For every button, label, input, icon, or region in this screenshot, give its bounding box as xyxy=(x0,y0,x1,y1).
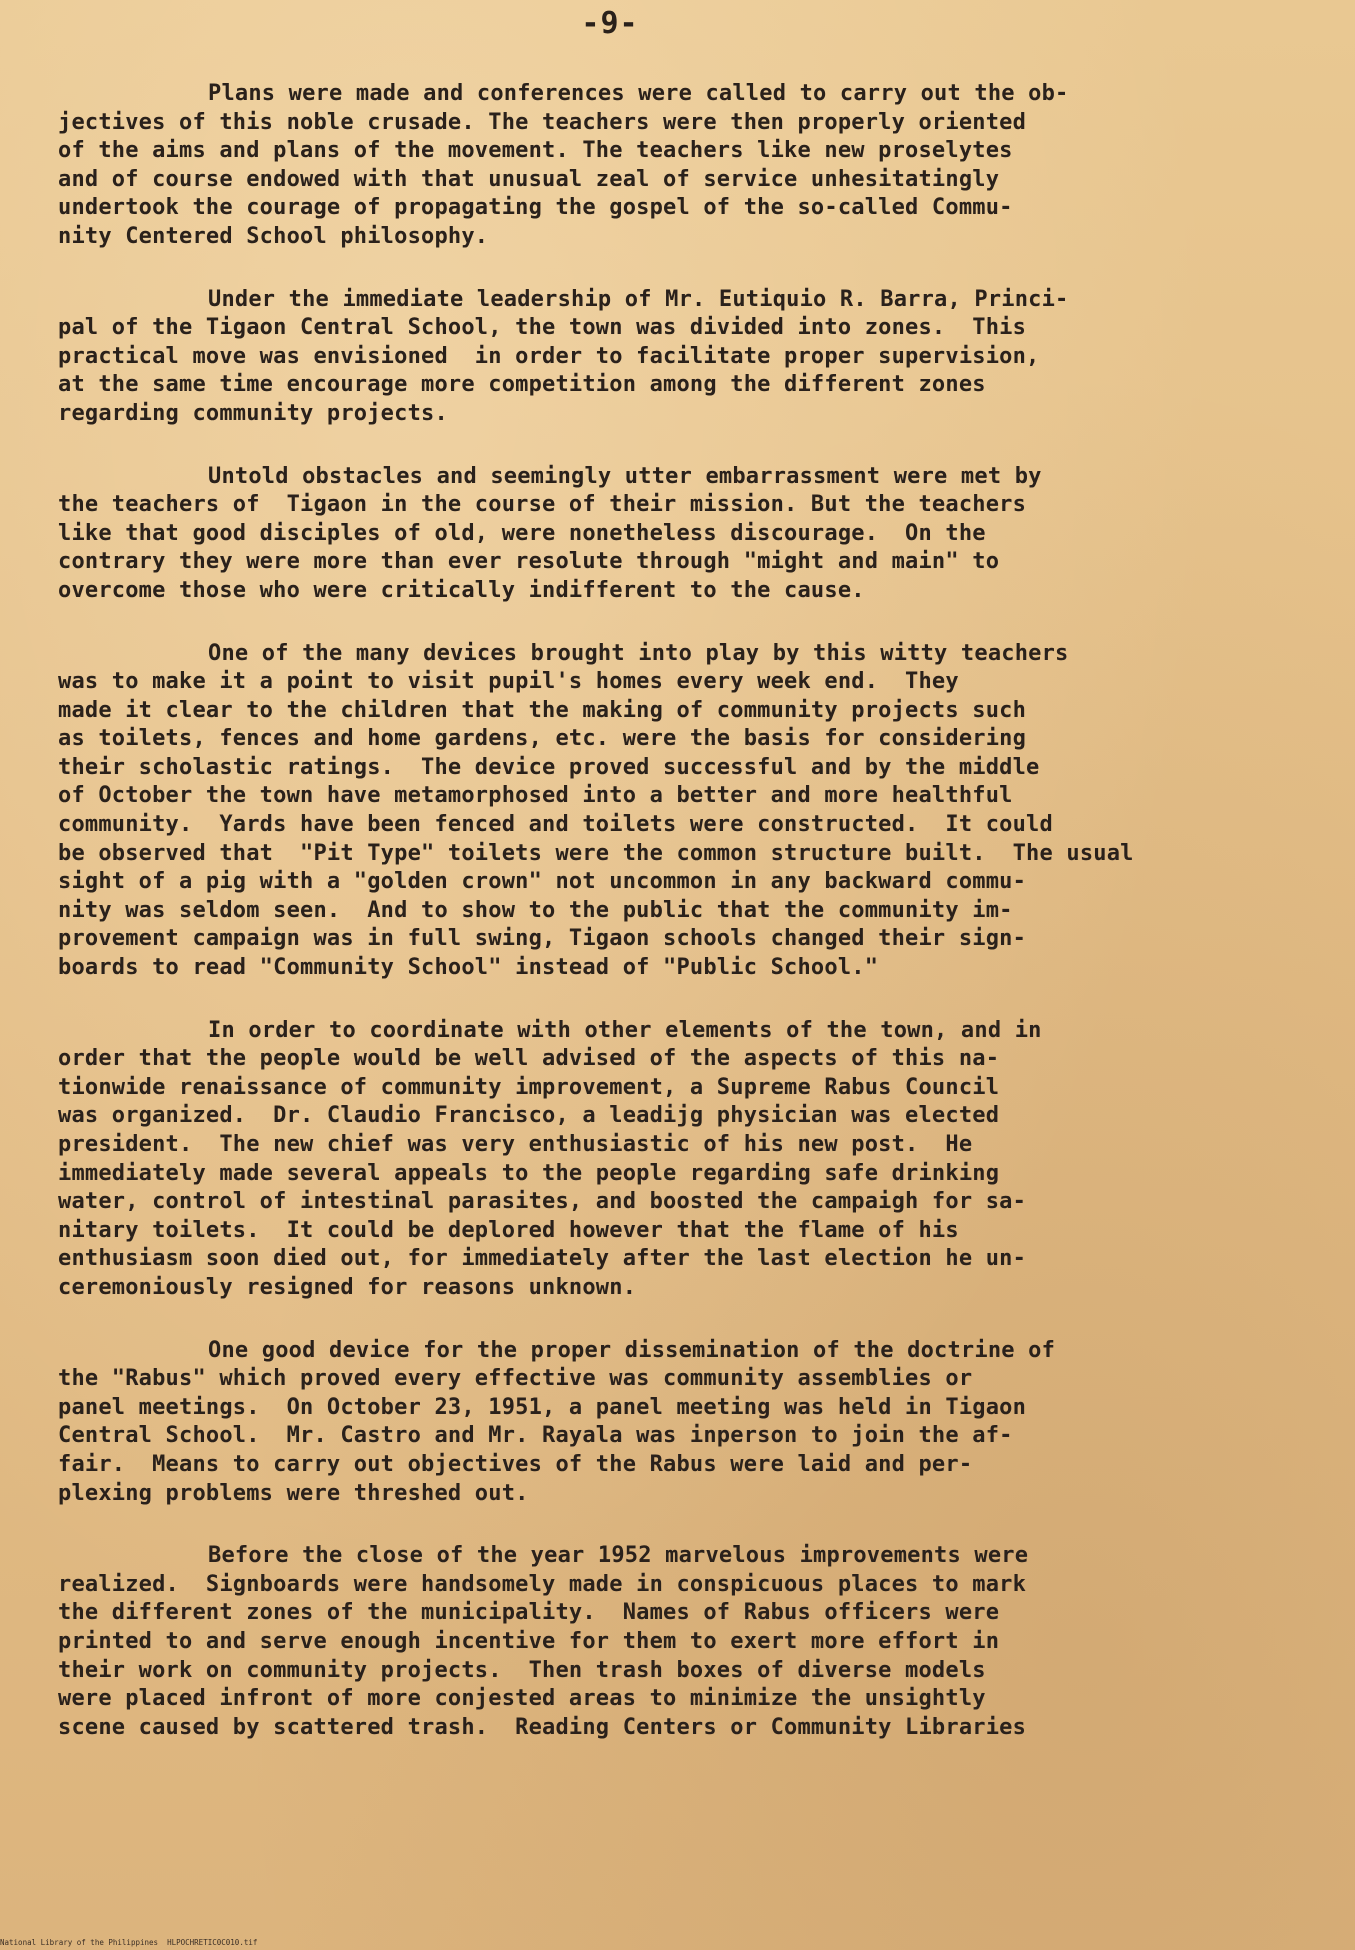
paragraph-line: fair. Means to carry out objectives of the Rabus were laid and per- xyxy=(58,1451,973,1477)
paragraph-line: provement campaign was in full swing, Tigaon schools changed their sign- xyxy=(58,926,1027,952)
paragraph-line: jectives of this noble crusade. The teachers were then properly oriented xyxy=(58,109,1027,135)
paragraph-line: practical move was envisioned in order to facilitate proper supervision, xyxy=(58,343,1040,369)
paragraph-line: nity Centered School philosophy. xyxy=(58,223,489,249)
paragraph-line: ceremoniously resigned for reasons unknown. xyxy=(58,1274,637,1300)
paragraph-first-line: Before the close of the year 1952 marvelous improvements were xyxy=(208,1543,1029,1569)
paragraph-line: enthusiasm soon died out, for immediately after the last election he un- xyxy=(58,1246,1027,1272)
paragraph-first-line: One of the many devices brought into play by this witty teachers xyxy=(208,640,1069,666)
scan-footer-caption: National Library of the Philippines HLPOCHRETIC0C010.tif xyxy=(0,1938,258,1947)
paragraph-line: order that the people would be well advised of the aspects of this na- xyxy=(58,1046,1000,1072)
paragraph-line: the different zones of the municipality. Names of Rabus officers were xyxy=(58,1600,1000,1626)
paragraph-line: sight of a pig with a "golden crown" not uncommon in any backward commu- xyxy=(58,869,1027,895)
paragraph-line: the "Rabus" which proved every effective was community assemblies or xyxy=(58,1366,973,1392)
paragraph-line: made it clear to the children that the making of community projects such xyxy=(58,697,1027,723)
paragraph xyxy=(58,463,1308,606)
paragraph-line: printed to and serve enough incentive for them to exert more effort in xyxy=(58,1628,1000,1654)
paragraph-line: boards to read "Community School" instead of "Public School." xyxy=(58,955,879,981)
paragraph-line: scene caused by scattered trash. Reading Centers or Community Libraries xyxy=(58,1714,1027,1740)
paragraph-line: their scholastic ratings. The device proved successful and by the middle xyxy=(58,754,1040,780)
paragraph-line: the teachers of Tigaon in the course of their mission. But the teachers xyxy=(58,492,1027,518)
paragraph-line: pal of the Tigaon Central School, the town was divided into zones. This xyxy=(58,315,1027,341)
paragraph-line: water, control of intestinal parasites, and boosted the campaigh for sa- xyxy=(58,1189,1027,1215)
paragraph-line: their work on community projects. Then trash boxes of diverse models xyxy=(58,1657,986,1683)
paragraph-line: be observed that "Pit Type" toilets were the common structure built. The usual xyxy=(58,840,1134,866)
paragraph xyxy=(58,1337,1308,1509)
paragraph-line: tionwide renaissance of community improvement, a Supreme Rabus Council xyxy=(58,1074,1000,1100)
paragraph xyxy=(58,640,1308,983)
paragraph-line: as toilets, fences and home gardens, etc. were the basis for considering xyxy=(58,726,1027,752)
paragraph-line: was organized. Dr. Claudio Francisco, a leadijg physician was elected xyxy=(58,1103,1000,1129)
paragraph-line: Central School. Mr. Castro and Mr. Rayala was inperson to join the af- xyxy=(58,1423,1013,1449)
paragraph xyxy=(58,1017,1308,1303)
paragraph-first-line: One good device for the proper dissemination of the doctrine of xyxy=(208,1337,1056,1363)
page-number: -9- xyxy=(581,6,639,41)
paragraph-line: president. The new chief was very enthusiastic of his new post. He xyxy=(58,1132,973,1157)
paragraph-line: were placed infront of more conjested areas to minimize the unsightly xyxy=(58,1686,986,1712)
paragraph-line: was to make it a point to visit pupil's homes every week end. They xyxy=(58,669,959,695)
paragraph-line: panel meetings. On October 23, 1951, a panel meeting was held in Tigaon xyxy=(58,1394,1027,1420)
paragraph xyxy=(58,80,1308,252)
paragraph-line: undertook the courage of propagating the gospel of the so-called Commu- xyxy=(58,195,1013,221)
typewritten-body xyxy=(58,80,1308,1776)
paragraph-line: nitary toilets. It could be deplored however that the flame of his xyxy=(58,1217,959,1243)
paragraph-line: and of course endowed with that unusual zeal of service unhesitatingly xyxy=(58,166,1000,192)
paragraph-line: of the aims and plans of the movement. The teachers like new proselytes xyxy=(58,138,1013,164)
paragraph-line: like that good disciples of old, were nonetheless discourage. On the xyxy=(58,520,986,546)
paragraph-line: overcome those who were critically indifferent to the cause. xyxy=(58,577,865,603)
paragraph-line: contrary they were more than ever resolute through "might and main" to xyxy=(58,549,1000,575)
paragraph-line: immediately made several appeals to the people regarding safe drinking xyxy=(58,1160,1000,1186)
paragraph-first-line: Untold obstacles and seemingly utter embarrassment were met by xyxy=(208,463,1042,489)
paragraph-line: community. Yards have been fenced and toilets were constructed. It could xyxy=(58,812,1053,838)
paragraph-first-line: Under the immediate leadership of Mr. Eutiquio R. Barra, Princi- xyxy=(208,286,1069,312)
paragraph-line: regarding community projects. xyxy=(58,400,448,426)
paragraph-line: of October the town have metamorphosed into a better and more healthful xyxy=(58,783,1013,809)
paragraph-line: nity was seldom seen. And to show to the public that the community im- xyxy=(58,897,1013,923)
paragraph-line: plexing problems were threshed out. xyxy=(58,1480,529,1506)
paragraph-first-line: Plans were made and conferences were called to carry out the ob- xyxy=(208,81,1069,106)
paragraph-line: at the same time encourage more competition among the different zones xyxy=(58,372,986,398)
paragraph-line: realized. Signboards were handsomely made in conspicuous places to mark xyxy=(58,1571,1027,1597)
paragraph xyxy=(58,286,1308,429)
paragraph-first-line: In order to coordinate with other elements of the town, and in xyxy=(208,1017,1042,1043)
paragraph xyxy=(58,1542,1308,1742)
